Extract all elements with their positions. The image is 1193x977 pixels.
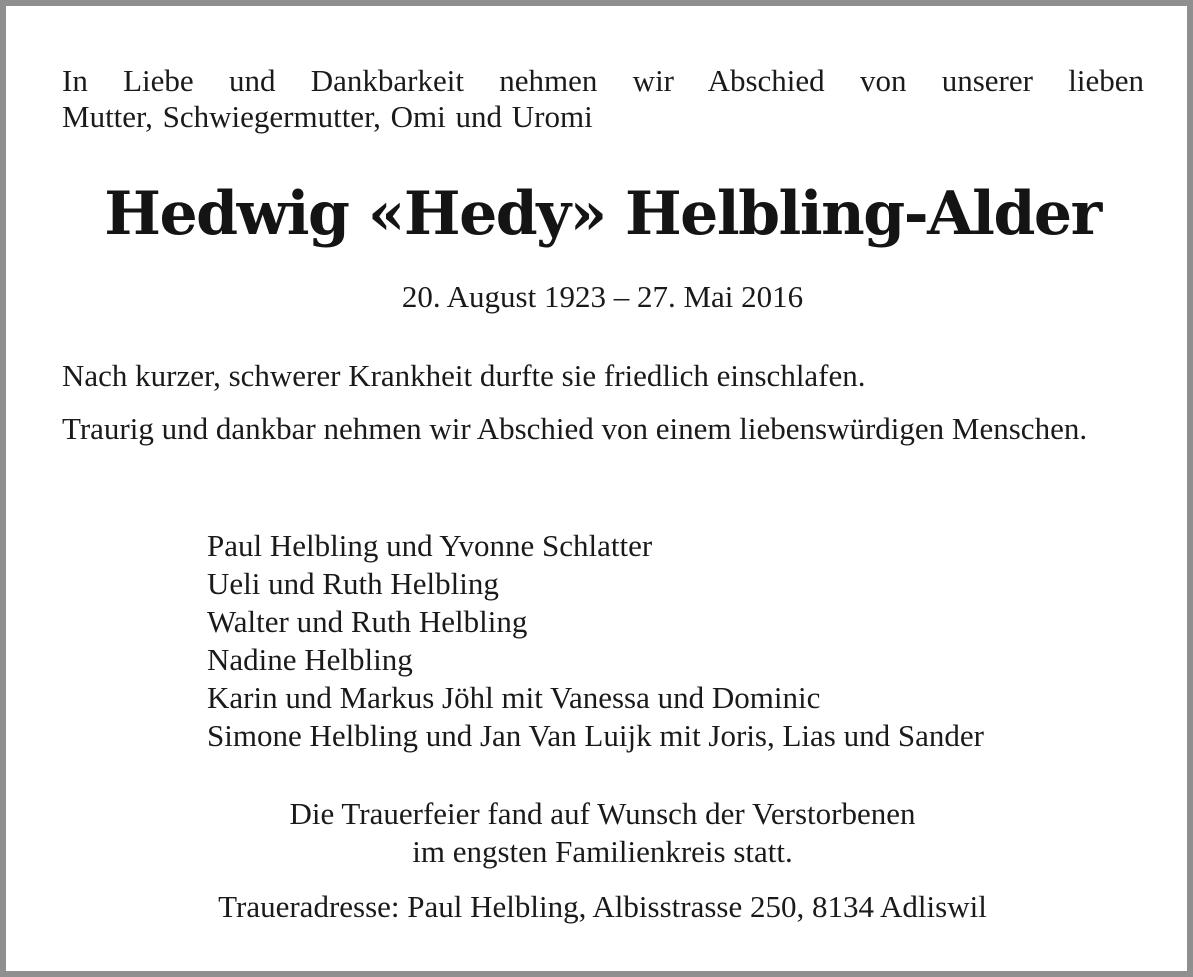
mourner-entry: Nadine Helbling [207,642,413,677]
deceased-name: Hedwig «Hedy» Helbling-Alder [104,179,1101,249]
intro-line-2: Mutter, Schwiegermutter, Omi und Uromi [62,99,593,134]
life-dates: 20. August 1923 – 27. Mai 2016 [401,279,804,314]
paragraph-passing: Nach kurzer, schwerer Krankheit durfte sie friedlich einschlafen. [62,358,866,393]
paragraph-farewell: Traurig und dankbar nehmen wir Abschied von einem liebenswürdigen Menschen. [62,411,1088,446]
intro-line-1: In Liebe und Dankbarkeit nehmen wir Abschied von unserer lieben [62,63,1144,98]
mourner-entry: Simone Helbling und Jan Van Luijk mit Joris, Lias und Sander [207,718,984,753]
ceremony-notice [6,795,1193,871]
mourners-list [207,527,1167,755]
ceremony-line-2: im engsten Familienkreis statt. [412,834,793,869]
mourning-address: Traueradresse: Paul Helbling, Albisstrasse 250, 8134 Adliswil [218,889,987,924]
mourner-entry: Walter und Ruth Helbling [207,604,528,639]
mourner-entry: Karin und Markus Jöhl mit Vanessa und Dominic [207,680,821,715]
ceremony-line-1: Die Trauerfeier fand auf Wunsch der Verstorbenen [289,796,916,831]
mourner-entry: Paul Helbling und Yvonne Schlatter [207,528,653,563]
mourner-entry: Ueli und Ruth Helbling [207,566,499,601]
intro-text [62,63,1144,135]
